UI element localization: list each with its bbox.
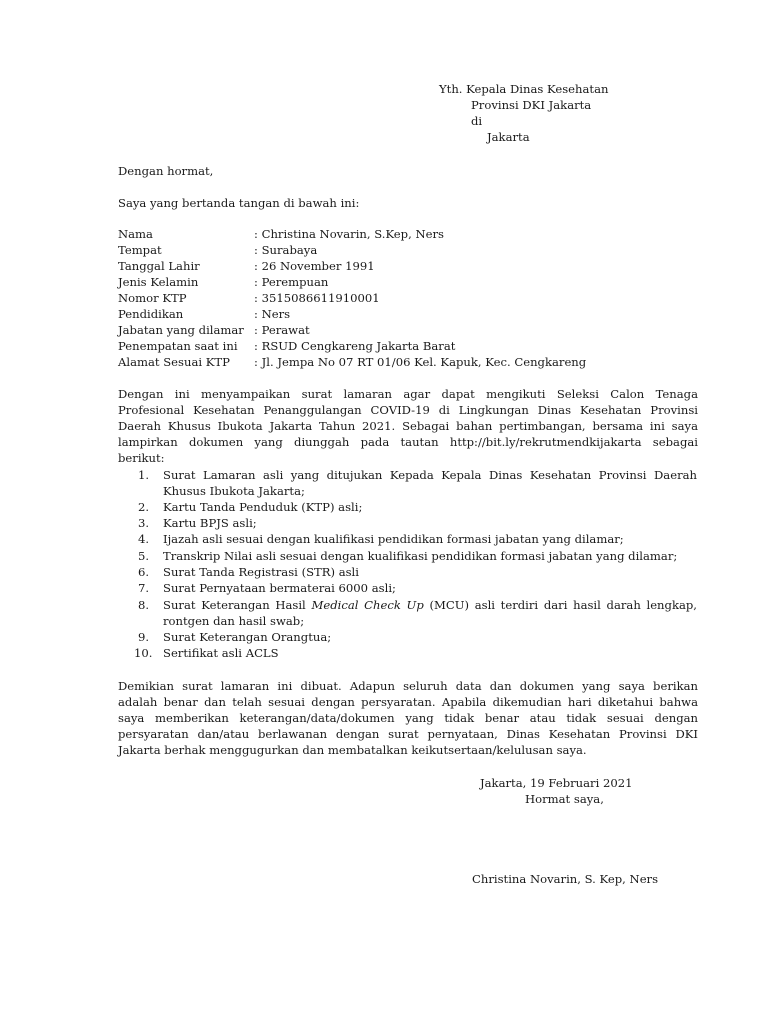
intro-text: Saya yang bertanda tangan di bawah ini:: [118, 196, 360, 210]
field-row: [0, 306, 768, 322]
list-text: Transkrip Nilai asli sesuai dengan kualifikasi pendidikan formasi jabatan yang dilamar;: [163, 549, 678, 563]
list-text-continued: Khusus Ibukota Jakarta;: [163, 484, 305, 498]
field-value: : Surabaya: [254, 243, 318, 257]
signer-name: Christina Novarin, S. Kep, Ners: [472, 872, 659, 886]
place-date: Jakarta, 19 Februari 2021: [480, 776, 633, 790]
list-text: Surat Tanda Registrasi (STR) asli: [163, 565, 359, 579]
list-text-part: Surat Keterangan Hasil: [163, 598, 312, 612]
recipient-line-3: di: [471, 114, 483, 128]
field-row: [0, 322, 768, 338]
paragraph-line: Dengan ini menyampaikan surat lamaran agar dapat mengikuti Seleksi Calon Tenaga: [118, 387, 698, 401]
field-row: [0, 258, 768, 274]
field-row: [0, 290, 768, 306]
list-text: Sertifikat asli ACLS: [163, 646, 279, 660]
field-value: : Perawat: [254, 323, 310, 337]
field-label: Jenis Kelamin: [118, 275, 199, 289]
paragraph-line: persyaratan dan/atau berlawanan dengan surat pernyataan, Dinas Kesehatan Provinsi DKI: [118, 727, 698, 741]
list-text: [163, 597, 697, 613]
list-number: 3.: [138, 516, 150, 530]
field-label: Tempat: [118, 243, 162, 257]
recipient-line-2: Provinsi DKI Jakarta: [471, 98, 592, 112]
list-number: 1.: [138, 468, 150, 482]
list-number: 6.: [138, 565, 150, 579]
field-label: Jabatan yang dilamar: [118, 323, 244, 337]
regards: Hormat saya,: [525, 792, 604, 806]
list-text: Kartu BPJS asli;: [163, 516, 257, 530]
list-text: Kartu Tanda Penduduk (KTP) asli;: [163, 500, 363, 514]
field-row: [0, 226, 768, 242]
field-row: [0, 242, 768, 258]
recipient-line-4: Jakarta: [487, 130, 530, 144]
field-label: Tanggal Lahir: [118, 259, 200, 273]
field-value: : RSUD Cengkareng Jakarta Barat: [254, 339, 456, 353]
field-row: [0, 274, 768, 290]
paragraph-line: berikut:: [118, 451, 165, 465]
list-number: 2.: [138, 500, 150, 514]
field-value: : Jl. Jempa No 07 RT 01/06 Kel. Kapuk, Kec. Cengkareng: [254, 355, 587, 369]
list-text-part: (MCU) asli terdiri dari hasil darah lengkap,: [423, 598, 697, 612]
list-text: Ijazah asli sesuai dengan kualifikasi pendidikan formasi jabatan yang dilamar;: [163, 532, 624, 546]
paragraph-line: Demikian surat lamaran ini dibuat. Adapun seluruh data dan dokumen yang saya berikan: [118, 679, 698, 693]
field-label: Nama: [118, 227, 153, 241]
paragraph-line: Daerah Khusus Ibukota Jakarta Tahun 2021. Sebagai bahan pertimbangan, bersama ini saya: [118, 419, 698, 433]
list-number: 9.: [138, 630, 150, 644]
field-row: [0, 338, 768, 354]
list-text-continued: rontgen dan hasil swab;: [163, 614, 305, 628]
field-label: Penempatan saat ini: [118, 339, 238, 353]
list-number: 8.: [138, 598, 150, 612]
greeting: Dengan hormat,: [118, 164, 214, 178]
field-row: [0, 354, 768, 370]
field-label: Pendidikan: [118, 307, 184, 321]
list-number: 7.: [138, 581, 150, 595]
field-value: : 26 November 1991: [254, 259, 375, 273]
list-text: Surat Lamaran asli yang ditujukan Kepada Kepala Dinas Kesehatan Provinsi Daerah: [163, 468, 697, 482]
paragraph-line: saya memberikan keterangan/data/dokumen yang tidak benar atau tidak sesuai dengan: [118, 711, 698, 725]
list-text: Surat Keterangan Orangtua;: [163, 630, 332, 644]
paragraph-line: Jakarta berhak menggugurkan dan membatalkan keikutsertaan/kelulusan saya.: [118, 743, 587, 757]
list-number: 4.: [138, 532, 150, 546]
list-text: Surat Pernyataan bermaterai 6000 asli;: [163, 581, 396, 595]
paragraph-line: Profesional Kesehatan Penanggulangan COVID-19 di Lingkungan Dinas Kesehatan Provinsi: [118, 403, 698, 417]
list-number: 5.: [138, 549, 150, 563]
field-value: : Christina Novarin, S.Kep, Ners: [254, 227, 444, 241]
list-number: 10.: [134, 646, 153, 660]
list-text-emphasis: Medical Check Up: [311, 598, 424, 612]
paragraph-line: adalah benar dan telah sesuai dengan persyaratan. Apabila dikemudian hari diketahui bahwa: [118, 695, 698, 709]
field-label: Nomor KTP: [118, 291, 187, 305]
recipient-line-1: Yth. Kepala Dinas Kesehatan: [439, 82, 609, 96]
field-value: : Perempuan: [254, 275, 329, 289]
field-value: : Ners: [254, 307, 291, 321]
field-label: Alamat Sesuai KTP: [118, 355, 230, 369]
paragraph-line: lampirkan dokumen yang diunggah pada tautan http://bit.ly/rekrutmendkijakarta sebagai: [118, 435, 698, 449]
field-value: : 3515086611910001: [254, 291, 380, 305]
